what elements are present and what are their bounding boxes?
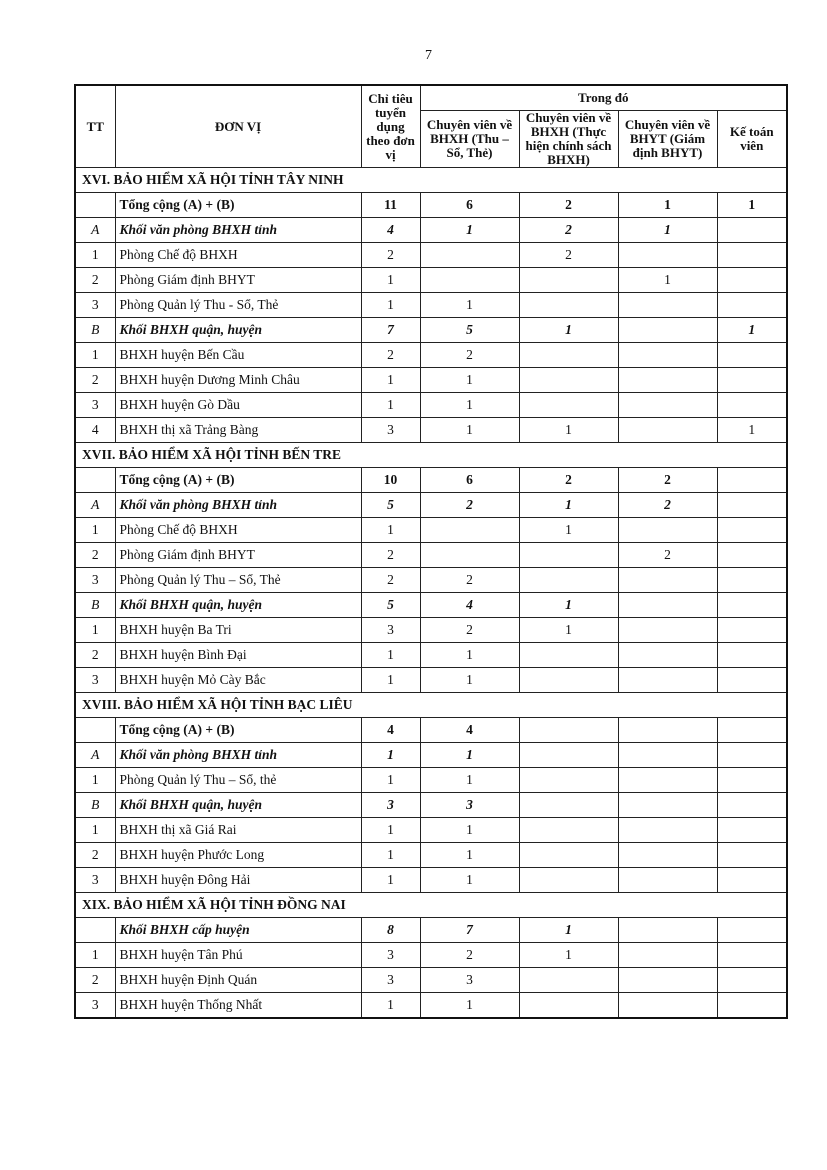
policy-count: 1: [519, 518, 618, 543]
policy-count: [519, 268, 618, 293]
quota-total: 2: [361, 543, 420, 568]
assessment-count: 2: [618, 468, 717, 493]
assessment-count: [618, 618, 717, 643]
collection-count: 3: [420, 968, 519, 993]
policy-count: [519, 568, 618, 593]
unit-name: Khối BHXH quận, huyện: [115, 318, 361, 343]
row-index: 3: [75, 993, 115, 1019]
row-index: 2: [75, 268, 115, 293]
row-index: [75, 718, 115, 743]
quota-total: 1: [361, 843, 420, 868]
row-index: 1: [75, 818, 115, 843]
collection-count: 4: [420, 593, 519, 618]
policy-count: 1: [519, 493, 618, 518]
row-index: [75, 193, 115, 218]
assessment-count: [618, 743, 717, 768]
policy-count: 1: [519, 593, 618, 618]
table-row: [75, 943, 787, 968]
row-index: 1: [75, 943, 115, 968]
unit-name: BHXH huyện Gò Dầu: [115, 393, 361, 418]
unit-name: Khối BHXH quận, huyện: [115, 793, 361, 818]
collection-count: [420, 543, 519, 568]
quota-total: 1: [361, 818, 420, 843]
policy-count: [519, 793, 618, 818]
accountant-count: [717, 868, 787, 893]
assessment-count: [618, 318, 717, 343]
header-group: Trong đó: [420, 85, 787, 111]
accountant-count: [717, 643, 787, 668]
assessment-count: [618, 818, 717, 843]
page-number: 7: [425, 48, 432, 63]
collection-count: 1: [420, 368, 519, 393]
group-row: [75, 493, 787, 518]
collection-count: 2: [420, 343, 519, 368]
table-row: [75, 668, 787, 693]
collection-count: 7: [420, 918, 519, 943]
accountant-count: [717, 468, 787, 493]
quota-total: 3: [361, 418, 420, 443]
row-index: B: [75, 318, 115, 343]
collection-count: 1: [420, 818, 519, 843]
quota-total: 1: [361, 518, 420, 543]
accountant-count: [717, 968, 787, 993]
policy-count: 1: [519, 418, 618, 443]
policy-count: [519, 743, 618, 768]
policy-count: 1: [519, 618, 618, 643]
accountant-count: [717, 593, 787, 618]
assessment-count: [618, 518, 717, 543]
accountant-count: [717, 918, 787, 943]
row-index: 3: [75, 868, 115, 893]
row-index: 2: [75, 968, 115, 993]
unit-name: BHXH huyện Dương Minh Châu: [115, 368, 361, 393]
accountant-count: [717, 768, 787, 793]
assessment-count: 1: [618, 268, 717, 293]
table-row: [75, 393, 787, 418]
row-index: 2: [75, 643, 115, 668]
assessment-count: [618, 418, 717, 443]
row-index: 1: [75, 518, 115, 543]
collection-count: 1: [420, 218, 519, 243]
table-row: [75, 968, 787, 993]
policy-count: 2: [519, 218, 618, 243]
assessment-count: [618, 368, 717, 393]
row-index: 1: [75, 768, 115, 793]
unit-name: Khối BHXH quận, huyện: [115, 593, 361, 618]
collection-count: 1: [420, 643, 519, 668]
total-row: [75, 468, 787, 493]
collection-count: 1: [420, 668, 519, 693]
quota-total: 11: [361, 193, 420, 218]
unit-name: BHXH huyện Ba Tri: [115, 618, 361, 643]
collection-count: [420, 268, 519, 293]
collection-count: 1: [420, 393, 519, 418]
header-sub-health-insurance-assessment: Chuyên viên về BHYT (Giám định BHYT): [618, 111, 717, 168]
quota-total: 1: [361, 768, 420, 793]
policy-count: 1: [519, 918, 618, 943]
quota-total: 5: [361, 493, 420, 518]
table-body: [75, 168, 787, 1019]
accountant-count: 1: [717, 318, 787, 343]
assessment-count: [618, 793, 717, 818]
policy-count: [519, 818, 618, 843]
row-index: A: [75, 743, 115, 768]
unit-name: Phòng Giám định BHYT: [115, 268, 361, 293]
assessment-count: [618, 718, 717, 743]
collection-count: 1: [420, 293, 519, 318]
table-row: [75, 868, 787, 893]
table-row: [75, 568, 787, 593]
table-row: [75, 643, 787, 668]
collection-count: [420, 518, 519, 543]
collection-count: [420, 243, 519, 268]
collection-count: 5: [420, 318, 519, 343]
quota-total: 1: [361, 393, 420, 418]
group-row: [75, 918, 787, 943]
table-row: [75, 243, 787, 268]
table-row: [75, 418, 787, 443]
table-row: [75, 268, 787, 293]
accountant-count: [717, 343, 787, 368]
quota-total: 1: [361, 868, 420, 893]
assessment-count: [618, 918, 717, 943]
unit-name: Phòng Quản lý Thu – Sổ, Thẻ: [115, 568, 361, 593]
assessment-count: [618, 293, 717, 318]
quota-total: 2: [361, 343, 420, 368]
assessment-count: [618, 643, 717, 668]
policy-count: [519, 293, 618, 318]
quota-total: 10: [361, 468, 420, 493]
table-row: [75, 343, 787, 368]
unit-name: BHXH huyện Thống Nhất: [115, 993, 361, 1019]
accountant-count: [717, 518, 787, 543]
row-index: 3: [75, 393, 115, 418]
row-index: 2: [75, 543, 115, 568]
collection-count: 1: [420, 843, 519, 868]
accountant-count: [717, 493, 787, 518]
quota-total: 1: [361, 743, 420, 768]
quota-total: 1: [361, 368, 420, 393]
policy-count: [519, 768, 618, 793]
accountant-count: 1: [717, 193, 787, 218]
accountant-count: [717, 568, 787, 593]
row-index: 3: [75, 568, 115, 593]
accountant-count: [717, 743, 787, 768]
table-row: [75, 368, 787, 393]
row-index: 1: [75, 343, 115, 368]
table-row: [75, 768, 787, 793]
policy-count: [519, 343, 618, 368]
assessment-count: [618, 393, 717, 418]
section-row: [75, 893, 787, 918]
header-quota: Chỉ tiêu tuyển dụng theo đơn vị: [361, 85, 420, 168]
header-sub-accountant: Kế toán viên: [717, 111, 787, 168]
policy-count: [519, 843, 618, 868]
quota-total: 4: [361, 718, 420, 743]
quota-total: 5: [361, 593, 420, 618]
policy-count: [519, 868, 618, 893]
accountant-count: [717, 618, 787, 643]
quota-total: 8: [361, 918, 420, 943]
accountant-count: [717, 943, 787, 968]
quota-total: 3: [361, 968, 420, 993]
collection-count: 2: [420, 943, 519, 968]
assessment-count: [618, 843, 717, 868]
table-row: [75, 993, 787, 1019]
accountant-count: [717, 393, 787, 418]
section-title: XVII. BẢO HIỂM XÃ HỘI TỈNH BẾN TRE: [75, 443, 787, 468]
row-index: 1: [75, 243, 115, 268]
table-row: [75, 543, 787, 568]
row-index: B: [75, 793, 115, 818]
unit-name: BHXH thị xã Giá Rai: [115, 818, 361, 843]
unit-name: BHXH thị xã Trảng Bàng: [115, 418, 361, 443]
unit-name: Phòng Giám định BHYT: [115, 543, 361, 568]
assessment-count: [618, 868, 717, 893]
header-tt: TT: [75, 85, 115, 168]
assessment-count: [618, 343, 717, 368]
table-row: [75, 518, 787, 543]
table-row: [75, 618, 787, 643]
recruitment-quota-table: [74, 84, 788, 1019]
group-row: [75, 593, 787, 618]
unit-name: Phòng Quản lý Thu - Sổ, Thẻ: [115, 293, 361, 318]
policy-count: [519, 393, 618, 418]
row-index: 3: [75, 668, 115, 693]
row-index: [75, 918, 115, 943]
section-row: [75, 168, 787, 193]
accountant-count: [717, 218, 787, 243]
accountant-count: [717, 368, 787, 393]
accountant-count: [717, 668, 787, 693]
unit-name: Khối văn phòng BHXH tỉnh: [115, 493, 361, 518]
unit-name: Khối văn phòng BHXH tỉnh: [115, 218, 361, 243]
accountant-count: 1: [717, 418, 787, 443]
quota-total: 4: [361, 218, 420, 243]
assessment-count: 2: [618, 543, 717, 568]
collection-count: 6: [420, 193, 519, 218]
section-row: [75, 693, 787, 718]
policy-count: [519, 643, 618, 668]
unit-name: BHXH huyện Bình Đại: [115, 643, 361, 668]
policy-count: [519, 668, 618, 693]
unit-name: Khối văn phòng BHXH tỉnh: [115, 743, 361, 768]
quota-total: 1: [361, 268, 420, 293]
quota-total: 3: [361, 618, 420, 643]
collection-count: 1: [420, 993, 519, 1019]
row-index: A: [75, 493, 115, 518]
unit-name: Phòng Quản lý Thu – Sổ, thẻ: [115, 768, 361, 793]
quota-total: 1: [361, 668, 420, 693]
policy-count: 2: [519, 243, 618, 268]
assessment-count: [618, 593, 717, 618]
table-row: [75, 293, 787, 318]
policy-count: [519, 718, 618, 743]
collection-count: 4: [420, 718, 519, 743]
assessment-count: 1: [618, 218, 717, 243]
policy-count: 2: [519, 468, 618, 493]
assessment-count: [618, 668, 717, 693]
assessment-count: [618, 243, 717, 268]
row-index: 2: [75, 368, 115, 393]
quota-total: 1: [361, 993, 420, 1019]
recruitment-quota-table-container: [74, 84, 786, 1019]
row-index: 1: [75, 618, 115, 643]
unit-name: Tổng cộng (A) + (B): [115, 468, 361, 493]
quota-total: 2: [361, 568, 420, 593]
group-row: [75, 218, 787, 243]
row-index: A: [75, 218, 115, 243]
collection-count: 3: [420, 793, 519, 818]
collection-count: 2: [420, 493, 519, 518]
unit-name: BHXH huyện Tân Phú: [115, 943, 361, 968]
policy-count: [519, 368, 618, 393]
accountant-count: [717, 718, 787, 743]
collection-count: 1: [420, 743, 519, 768]
quota-total: 7: [361, 318, 420, 343]
unit-name: Tổng cộng (A) + (B): [115, 193, 361, 218]
assessment-count: [618, 568, 717, 593]
group-row: [75, 318, 787, 343]
accountant-count: [717, 793, 787, 818]
assessment-count: [618, 943, 717, 968]
header-unit: ĐƠN VỊ: [115, 85, 361, 168]
unit-name: Khối BHXH cấp huyện: [115, 918, 361, 943]
accountant-count: [717, 843, 787, 868]
unit-name: BHXH huyện Mỏ Cày Bắc: [115, 668, 361, 693]
assessment-count: 1: [618, 193, 717, 218]
row-index: [75, 468, 115, 493]
policy-count: 2: [519, 193, 618, 218]
policy-count: [519, 543, 618, 568]
collection-count: 1: [420, 768, 519, 793]
total-row: [75, 718, 787, 743]
total-row: [75, 193, 787, 218]
section-title: XIX. BẢO HIỂM XÃ HỘI TỈNH ĐỒNG NAI: [75, 893, 787, 918]
assessment-count: [618, 968, 717, 993]
assessment-count: [618, 993, 717, 1019]
policy-count: [519, 968, 618, 993]
assessment-count: 2: [618, 493, 717, 518]
section-title: XVIII. BẢO HIỂM XÃ HỘI TỈNH BẠC LIÊU: [75, 693, 787, 718]
assessment-count: [618, 768, 717, 793]
unit-name: Phòng Chế độ BHXH: [115, 243, 361, 268]
collection-count: 6: [420, 468, 519, 493]
row-index: 4: [75, 418, 115, 443]
group-row: [75, 743, 787, 768]
quota-total: 3: [361, 793, 420, 818]
quota-total: 2: [361, 243, 420, 268]
collection-count: 2: [420, 568, 519, 593]
accountant-count: [717, 293, 787, 318]
row-index: 3: [75, 293, 115, 318]
section-row: [75, 443, 787, 468]
collection-count: 2: [420, 618, 519, 643]
unit-name: BHXH huyện Bến Cầu: [115, 343, 361, 368]
row-index: B: [75, 593, 115, 618]
accountant-count: [717, 243, 787, 268]
table-row: [75, 818, 787, 843]
section-title: XVI. BẢO HIỂM XÃ HỘI TỈNH TÂY NINH: [75, 168, 787, 193]
row-index: 2: [75, 843, 115, 868]
header-sub-social-insurance-policy: Chuyên viên về BHXH (Thực hiện chính sách BHXH): [519, 111, 618, 168]
quota-total: 3: [361, 943, 420, 968]
policy-count: [519, 993, 618, 1019]
unit-name: Phòng Chế độ BHXH: [115, 518, 361, 543]
unit-name: BHXH huyện Đông Hải: [115, 868, 361, 893]
unit-name: BHXH huyện Phước Long: [115, 843, 361, 868]
accountant-count: [717, 993, 787, 1019]
header-sub-social-insurance-collection: Chuyên viên về BHXH (Thu – Sổ, Thẻ): [420, 111, 519, 168]
accountant-count: [717, 543, 787, 568]
table-row: [75, 843, 787, 868]
unit-name: BHXH huyện Định Quán: [115, 968, 361, 993]
quota-total: 1: [361, 293, 420, 318]
unit-name: Tổng cộng (A) + (B): [115, 718, 361, 743]
collection-count: 1: [420, 418, 519, 443]
policy-count: 1: [519, 943, 618, 968]
accountant-count: [717, 818, 787, 843]
accountant-count: [717, 268, 787, 293]
quota-total: 1: [361, 643, 420, 668]
collection-count: 1: [420, 868, 519, 893]
group-row: [75, 793, 787, 818]
policy-count: 1: [519, 318, 618, 343]
